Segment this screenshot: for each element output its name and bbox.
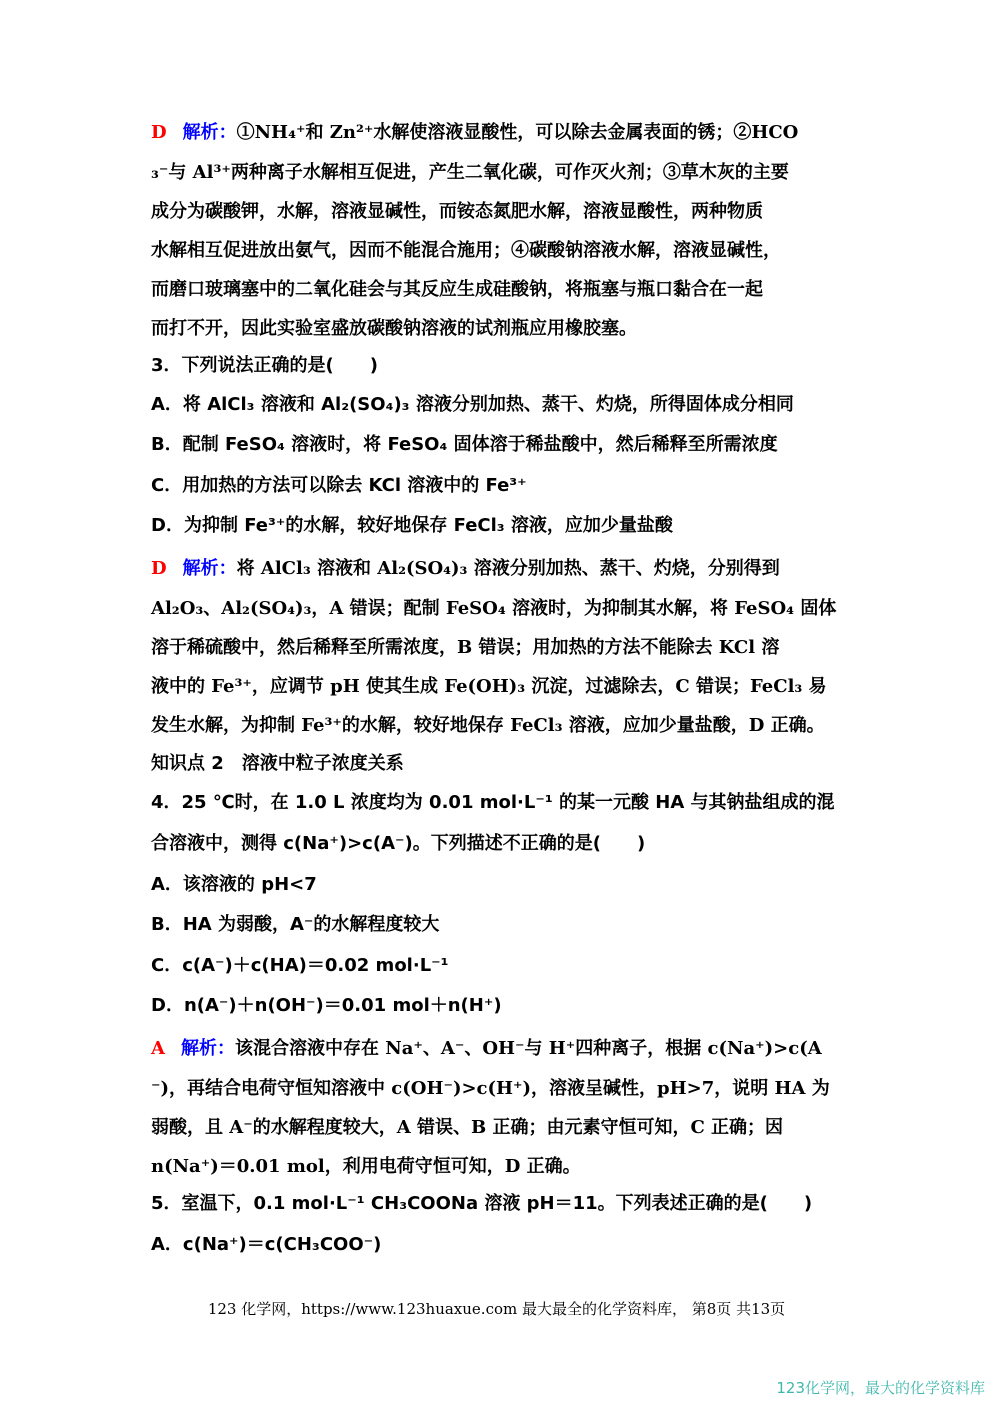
line-text: C．用加热的方法可以除去 KCl 溶液中的 Fe³⁺ xyxy=(151,475,527,496)
text-line xyxy=(151,199,851,225)
text-line xyxy=(151,160,851,186)
line-text: 而打不开，因此实验室盛放碳酸钠溶液的试剂瓶应用橡胶塞。 xyxy=(151,318,637,339)
line-text: 知识点 2 溶液中粒子浓度关系 xyxy=(151,753,404,774)
question-line xyxy=(151,953,851,979)
question-line xyxy=(151,1191,851,1217)
watermark: 123化学网，最大的化学资料库 xyxy=(776,1379,985,1397)
line-text: 将 AlCl₃ 溶液和 Al₂(SO₄)₃ 溶液分别加热、蒸干、灼烧，分别得到 xyxy=(236,558,780,579)
line-text: 而磨口玻璃塞中的二氧化硅会与其反应生成硅酸钠，将瓶塞与瓶口黏合在一起 xyxy=(151,279,763,300)
question-line xyxy=(151,392,851,418)
line-text: Al₂O₃、Al₂(SO₄)₃，A 错误；配制 FeSO₄ 溶液时，为抑制其水解，将 FeSO₄ 固体 xyxy=(151,598,837,619)
question-line xyxy=(151,353,851,379)
question-line xyxy=(151,790,851,816)
text-line xyxy=(151,238,851,264)
text-line xyxy=(151,1154,851,1180)
analysis-line xyxy=(151,556,851,582)
line-text: 溶于稀硫酸中，然后稀释至所需浓度，B 错误；用加热的方法不能除去 KCl 溶 xyxy=(151,637,780,658)
text-line xyxy=(151,596,851,622)
question-line xyxy=(151,473,851,499)
line-text: ①NH₄⁺和 Zn²⁺水解使溶液显酸性，可以除去金属表面的锈；②HCO xyxy=(236,122,799,143)
analysis-label: 解析： xyxy=(180,1038,235,1059)
line-text: 液中的 Fe³⁺，应调节 pH 使其生成 Fe(OH)₃ 沉淀，过滤除去，C 错误；FeCl₃ 易 xyxy=(151,676,827,697)
analysis-line xyxy=(151,120,851,146)
line-text: 弱酸，且 A⁻的水解程度较大，A 错误、B 正确；由元素守恒可知，C 正确；因 xyxy=(151,1117,784,1138)
line-text: 4．25 ℃时，在 1.0 L 浓度均为 0.01 mol·L⁻¹ 的某一元酸 HA 与其钠盐组成的混 xyxy=(151,792,835,813)
text-line xyxy=(151,1115,851,1141)
question-line xyxy=(151,432,851,458)
question-line xyxy=(151,993,851,1019)
analysis-line xyxy=(151,1036,851,1062)
text-line xyxy=(151,635,851,661)
question-line xyxy=(151,751,851,777)
question-line xyxy=(151,513,851,539)
text-line xyxy=(151,1076,851,1102)
analysis-label: 解析： xyxy=(182,558,237,579)
question-line xyxy=(151,1232,851,1258)
line-text: 5．室温下，0.1 mol·L⁻¹ CH₃COONa 溶液 pH＝11。下列表述正确的是( ) xyxy=(151,1193,813,1214)
line-text: A．c(Na⁺)＝c(CH₃COO⁻) xyxy=(151,1234,382,1255)
line-text: B．配制 FeSO₄ 溶液时，将 FeSO₄ 固体溶于稀盐酸中，然后稀释至所需浓度 xyxy=(151,434,778,455)
text-line xyxy=(151,674,851,700)
line-text: 发生水解，为抑制 Fe³⁺的水解，较好地保存 FeCl₃ 溶液，应加少量盐酸，D 正确。 xyxy=(151,715,825,736)
question-line xyxy=(151,831,851,857)
line-text: D．为抑制 Fe³⁺的水解，较好地保存 FeCl₃ 溶液，应加少量盐酸 xyxy=(151,515,673,536)
line-text: C．c(A⁻)＋c(HA)＝0.02 mol·L⁻¹ xyxy=(151,955,449,976)
line-text: B．HA 为弱酸，A⁻的水解程度较大 xyxy=(151,914,440,935)
line-text: D．n(A⁻)＋n(OH⁻)＝0.01 mol＋n(H⁺) xyxy=(151,995,502,1016)
answer-letter: A xyxy=(151,1038,165,1059)
line-text: 成分为碳酸钾，水解，溶液显碱性，而铵态氮肥水解，溶液显酸性，两种物质 xyxy=(151,201,763,222)
line-text: ⁻)，再结合电荷守恒知溶液中 c(OH⁻)>c(H⁺)，溶液呈碱性，pH>7，说明 HA 为 xyxy=(151,1078,830,1099)
line-text: 该混合溶液中存在 Na⁺、A⁻、OH⁻与 H⁺四种离子，根据 c(Na⁺)>c(A xyxy=(234,1038,822,1059)
line-text: n(Na⁺)＝0.01 mol，利用电荷守恒可知，D 正确。 xyxy=(151,1156,581,1177)
line-text: A．该溶液的 pH<7 xyxy=(151,874,317,895)
question-line xyxy=(151,872,851,898)
text-line xyxy=(151,277,851,303)
text-line xyxy=(151,713,851,739)
line-text: 合溶液中，测得 c(Na⁺)>c(A⁻)。下列描述不正确的是( ) xyxy=(151,833,646,854)
line-text: ₃⁻与 Al³⁺两种离子水解相互促进，产生二氧化碳，可作灭火剂；③草木灰的主要 xyxy=(151,162,789,183)
line-text: 3．下列说法正确的是( ) xyxy=(151,355,378,376)
line-text: A．将 AlCl₃ 溶液和 Al₂(SO₄)₃ 溶液分别加热、蒸干、灼烧，所得固体成分相同 xyxy=(151,394,794,415)
analysis-label: 解析： xyxy=(182,122,237,143)
question-line xyxy=(151,912,851,938)
answer-letter: D xyxy=(151,558,167,579)
answer-letter: D xyxy=(151,122,167,143)
page-footer: 123 化学网，https://www.123huaxue.com 最大最全的化学资料库， 第8页 共13页 xyxy=(207,1300,786,1318)
line-text: 水解相互促进放出氨气，因而不能混合施用；④碳酸钠溶液水解，溶液显碱性， xyxy=(151,240,781,261)
text-line xyxy=(151,316,851,342)
